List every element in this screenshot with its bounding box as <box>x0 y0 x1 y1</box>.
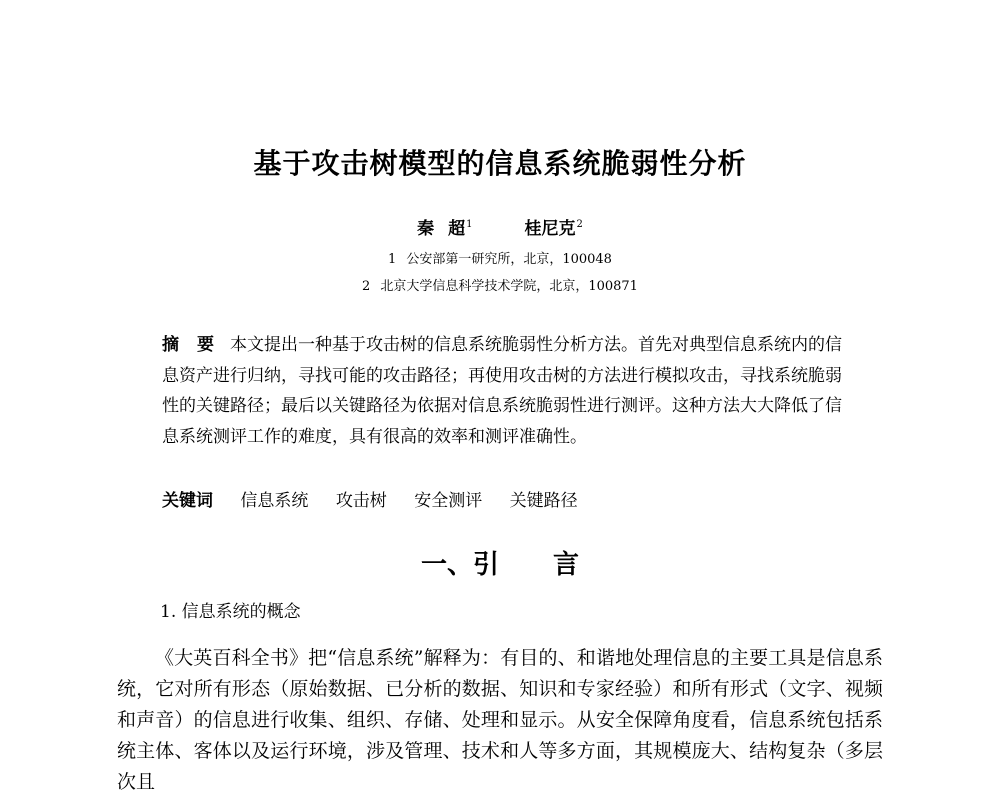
affiliation-1-number: 1 <box>388 252 397 267</box>
abstract <box>162 330 842 452</box>
abstract-label-char-2: 要 <box>197 335 214 355</box>
abstract-label-char-1: 摘 <box>162 335 179 355</box>
keywords <box>162 486 600 511</box>
section-heading <box>0 544 1000 581</box>
keywords-label: 关键词 <box>162 491 213 511</box>
affiliation-1 <box>0 248 1000 267</box>
abstract-text: 本文提出一种基于攻击树的信息系统脆弱性分析方法。首先对典型信息系统内的信息资产进行归纳，寻找可能的攻击路径；再使用攻击树的方法进行模拟攻击，寻找系统脆弱性的关键路径；最后以关键路径为依据对信息系统脆弱性进行测评。这种方法大大降低了信息系统测评工作的难度，具有很高的效率和测评准确性。 <box>162 335 842 447</box>
author-1 <box>417 214 472 239</box>
author-1-char-1: 秦 <box>417 219 435 239</box>
author-line <box>0 214 1000 239</box>
author-1-affiliation-mark: 1 <box>466 219 473 230</box>
affiliation-1-text: 公安部第一研究所，北京，100048 <box>406 252 612 267</box>
keyword-1: 信息系统 <box>240 491 309 511</box>
section-heading-suffix: 言 <box>553 550 580 580</box>
author-2-affiliation-mark: 2 <box>576 219 583 230</box>
author-2-name: 桂尼克 <box>524 219 576 239</box>
section-heading-prefix: 一、引 <box>420 550 499 580</box>
affiliation-2-text: 北京大学信息科学技术学院，北京，100871 <box>380 279 638 294</box>
paper-title: 基于攻击树模型的信息系统脆弱性分析 <box>253 147 747 180</box>
affiliation-2 <box>0 275 1000 294</box>
subsection-heading: 1. 信息系统的概念 <box>160 602 301 622</box>
affiliation-2-number: 2 <box>362 279 371 294</box>
keyword-4: 关键路径 <box>509 491 578 511</box>
author-1-char-2: 超 <box>448 219 466 239</box>
keyword-2: 攻击树 <box>335 491 387 511</box>
keyword-3: 安全测评 <box>414 491 483 511</box>
author-2 <box>524 214 582 239</box>
body-paragraph: 《大英百科全书》把“信息系统”解释为：有目的、和谐地处理信息的主要工具是信息系统，它对所有形态（原始数据、已分析的数据、知识和专家经验）和所有形式（文字、视频和声音）的信息进行收集、组织、存储、处理和显示。从安全保障角度看，信息系统包括系统主体、客体以及运行环境，涉及管理、技术和人等多方面，其规模庞大、结构复杂（多层次且 <box>117 647 883 793</box>
abstract-label <box>162 335 214 355</box>
